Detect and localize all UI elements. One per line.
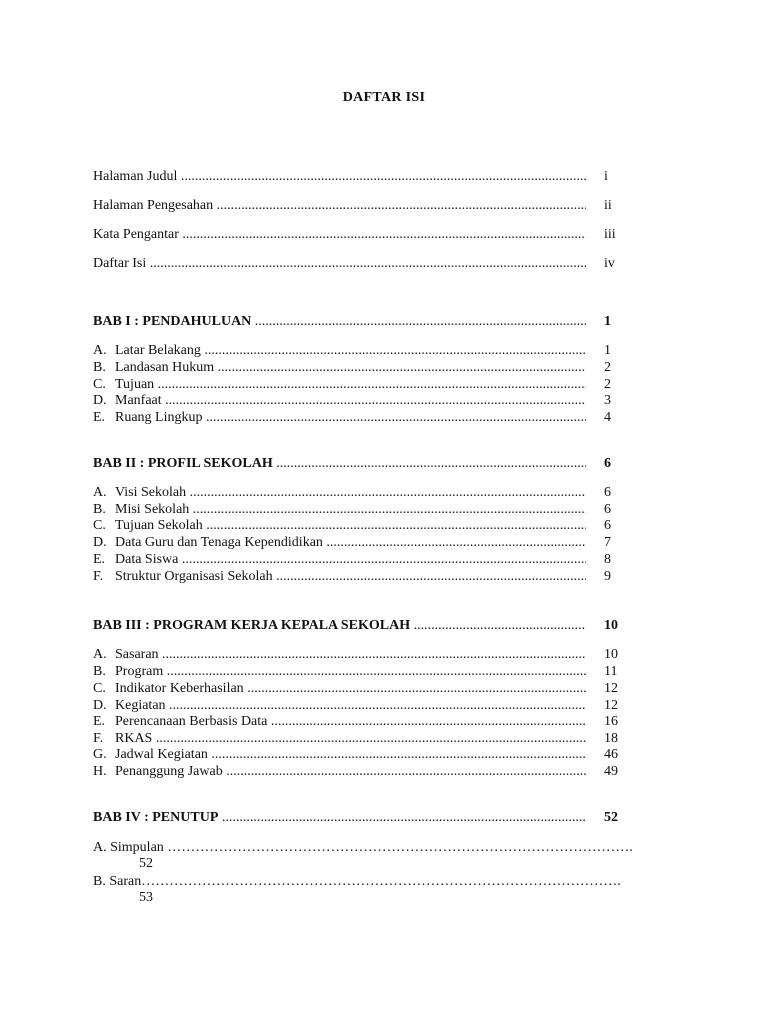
item-letter: B. — [93, 360, 106, 375]
item-label: Landasan Hukum — [115, 360, 215, 375]
item-label: Struktur Organisasi Sekolah — [115, 569, 273, 584]
item-label: Latar Belakang — [115, 343, 201, 358]
toc-item — [93, 484, 623, 501]
item-label: Penanggung Jawab — [115, 764, 223, 779]
item-page: 9 — [604, 569, 611, 584]
item-label: Indikator Keberhasilan — [115, 681, 244, 696]
toc-item — [93, 342, 623, 359]
item-label: Program — [115, 664, 164, 679]
toc-item — [93, 713, 623, 730]
toc-item — [93, 730, 623, 747]
toc-item — [93, 663, 623, 680]
item-letter: D. — [93, 698, 107, 713]
item-letter: E. — [93, 552, 106, 567]
item-label: Perencanaan Berbasis Data — [115, 714, 268, 729]
item-label: Kegiatan — [115, 698, 166, 713]
item-page: 6 — [604, 502, 611, 517]
item-letter: F. — [93, 731, 104, 746]
item-letter: E. — [93, 714, 106, 729]
chapter-heading-page: 10 — [604, 618, 618, 633]
toc-item-text: A. Simpulan ………………………………………………………………………………………. — [93, 840, 633, 855]
item-page: 12 — [604, 698, 618, 713]
item-label: Jadwal Kegiatan — [115, 747, 208, 762]
item-label: Misi Sekolah — [115, 502, 190, 517]
item-label: Manfaat — [115, 393, 162, 408]
chapter-heading — [93, 809, 623, 826]
item-letter: D. — [93, 393, 107, 408]
chapter-heading-label: BAB I : PENDAHULUAN ..... — [93, 313, 586, 330]
chapter-heading-page: 52 — [604, 810, 618, 825]
toc-entry — [93, 226, 623, 243]
toc-entry-label: Kata Pengantar ..... — [93, 226, 586, 243]
page-title: DAFTAR ISI — [342, 90, 426, 105]
item-page: 12 — [604, 681, 618, 696]
chapter-heading-page: 1 — [604, 314, 611, 329]
toc-entry-label: Halaman Pengesahan ..... — [93, 197, 586, 214]
item-page: 10 — [604, 647, 618, 662]
item-label: Sasaran — [115, 647, 159, 662]
toc-item — [93, 517, 623, 534]
toc-entry — [93, 255, 623, 272]
toc-item — [93, 697, 623, 714]
toc-entry-page: i — [604, 169, 608, 184]
toc-entry-label: Daftar Isi ..... — [93, 255, 586, 272]
item-page: 8 — [604, 552, 611, 567]
item-label: Tujuan Sekolah — [115, 518, 203, 533]
item-letter: C. — [93, 518, 106, 533]
item-label: Tujuan — [115, 377, 155, 392]
item-page: 46 — [604, 747, 618, 762]
toc-item-text: B. Saran…………………………………………………………………………………………. — [93, 874, 621, 889]
item-page: 3 — [604, 393, 611, 408]
item-letter: F. — [93, 569, 104, 584]
item-page: 18 — [604, 731, 618, 746]
toc-item — [93, 568, 623, 585]
item-letter: C. — [93, 377, 106, 392]
item-letter: E. — [93, 410, 106, 425]
toc-item — [93, 746, 623, 763]
toc-entry-label: Halaman Judul ..... — [93, 168, 586, 185]
item-page: 7 — [604, 535, 611, 550]
chapter-heading-label: BAB III : PROGRAM KERJA KEPALA SEKOLAH ..... — [93, 617, 586, 634]
item-label: RKAS — [115, 731, 153, 746]
item-letter: B. — [93, 664, 106, 679]
item-letter: G. — [93, 747, 107, 762]
toc-item — [93, 409, 623, 426]
chapter-heading-label: BAB IV : PENUTUP ..... — [93, 809, 586, 826]
item-page: 11 — [604, 664, 618, 679]
chapter-heading — [93, 313, 623, 330]
item-page: 49 — [604, 764, 618, 779]
toc-entry — [93, 168, 623, 185]
item-page: 53 — [139, 890, 153, 905]
chapter-heading — [93, 455, 623, 472]
toc-item — [93, 359, 623, 376]
item-page: 16 — [604, 714, 618, 729]
toc-entry — [93, 197, 623, 214]
item-letter: D. — [93, 535, 107, 550]
toc-item — [93, 551, 623, 568]
item-letter: C. — [93, 681, 106, 696]
toc-item — [93, 646, 623, 663]
item-page: 6 — [604, 518, 611, 533]
toc-item — [93, 501, 623, 518]
item-letter: A. — [93, 485, 107, 500]
item-label: Data Guru dan Tenaga Kependidikan — [115, 535, 323, 550]
toc-entry-page: ii — [604, 198, 612, 213]
toc-item — [93, 534, 623, 551]
toc-entry-page: iv — [604, 256, 615, 271]
item-letter: H. — [93, 764, 107, 779]
toc-item — [93, 392, 623, 409]
item-label: Ruang Lingkup — [115, 410, 203, 425]
item-letter: A. — [93, 647, 107, 662]
item-page: 6 — [604, 485, 611, 500]
chapter-heading-page: 6 — [604, 456, 611, 471]
item-page: 2 — [604, 360, 611, 375]
item-page: 52 — [139, 856, 153, 871]
item-label: Data Siswa — [115, 552, 179, 567]
item-page: 4 — [604, 410, 611, 425]
item-page: 2 — [604, 377, 611, 392]
toc-item — [93, 376, 623, 393]
chapter-heading — [93, 617, 623, 634]
toc-item — [93, 763, 623, 780]
item-letter: A. — [93, 343, 107, 358]
item-label: Visi Sekolah — [115, 485, 187, 500]
item-letter: B. — [93, 502, 106, 517]
toc-entry-page: iii — [604, 227, 616, 242]
toc-item — [93, 680, 623, 697]
chapter-heading-label: BAB II : PROFIL SEKOLAH ..... — [93, 455, 586, 472]
item-page: 1 — [604, 343, 611, 358]
